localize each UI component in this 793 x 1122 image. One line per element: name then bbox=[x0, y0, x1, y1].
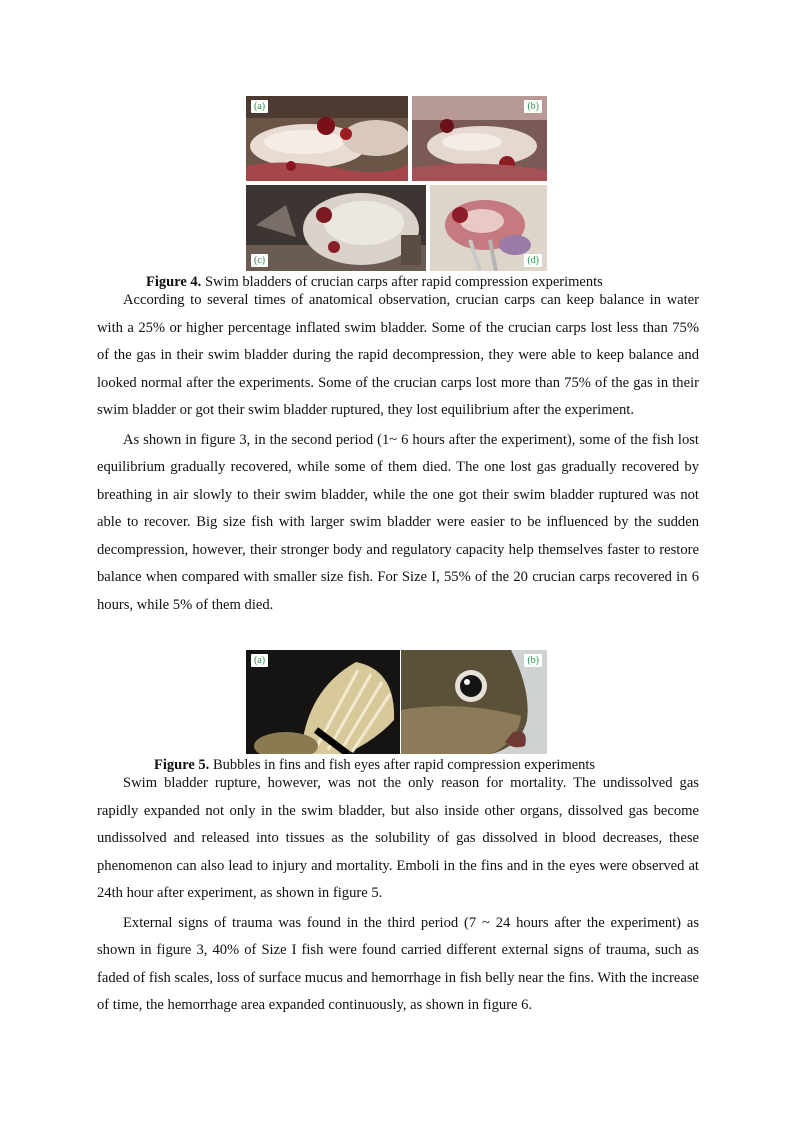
figure-5-caption-label: Figure 5. bbox=[154, 757, 210, 773]
panel-label-b: (b) bbox=[524, 100, 542, 113]
figure-4-panel-a bbox=[246, 96, 408, 181]
panel-label-d: (d) bbox=[524, 254, 542, 267]
body-text-block-1 bbox=[97, 287, 699, 619]
figure-5-panel-a bbox=[246, 650, 400, 754]
panel-label-a: (a) bbox=[251, 100, 268, 113]
figure-5-panel-b bbox=[401, 650, 547, 754]
swim-bladder-photo-c bbox=[246, 185, 426, 271]
figure-4-caption-text: Swim bladders of crucian carps after rapid compression experiments bbox=[201, 274, 603, 290]
figure-4-caption-label: Figure 4. bbox=[146, 274, 202, 290]
fin-bubbles-photo bbox=[246, 650, 400, 754]
paragraph: As shown in figure 3, in the second period (1~ 6 hours after the experiment), some of the fish lost equilibrium gradually recovered, while some of them died. The one lost gas gradually recovered by breathing in air slowly to their swim bladder, while the one got their swim bladder ruptured was not able to recover. Big size fish with larger swim bladder were easier to be influenced by the sudden decompression, however, their stronger body and regulatory capacity help themselves faster to restore balance when compared with smaller size fish. For Size I, 55% of the 20 crucian carps recovered in 6 hours, while 5% of them died. bbox=[97, 431, 699, 613]
figure-4-panel-b bbox=[412, 96, 547, 181]
body-text-block-2 bbox=[97, 770, 699, 1020]
swim-bladder-photo-a bbox=[246, 96, 408, 181]
paragraph: According to several times of anatomical observation, crucian carps can keep balance in water with a 25% or higher percentage inflated swim bladder. Some of the crucian carps lost less than 75% of the gas in their swim bladder during the rapid decompression, they were able to keep balance and looked normal after the experiments. Some of the crucian carps lost more than 75% of the gas in their swim bladder or got their swim bladder ruptured, they lost equilibrium after the experiment. bbox=[97, 292, 699, 418]
figure-4-panel-c bbox=[246, 185, 426, 271]
panel-label-a: (a) bbox=[251, 654, 268, 667]
paragraph: External signs of trauma was found in the third period (7 ~ 24 hours after the experiment) as shown in figure 3, 40% of Size I fish were found carried different external signs of trauma, such as faded of fish scales, loss of surface mucus and hemorrhage in fish belly near the fins. With the increase of time, the hemorrhage area expanded continuously, as shown in figure 6. bbox=[97, 914, 699, 1013]
panel-label-c: (c) bbox=[251, 254, 268, 267]
figure-5-caption-text: Bubbles in fins and fish eyes after rapid compression experiments bbox=[209, 757, 596, 773]
paragraph: Swim bladder rupture, however, was not the only reason for mortality. The undissolved gas rapidly expanded not only in the swim bladder, but also inside other organs, dissolved gas become undissolved and released into tissues as the solubility of gas dissolved in blood decreases, these phenomenon can also lead to injury and mortality. Emboli in the fins and in the eyes were observed at 24th hour after experiment, as shown in figure 5. bbox=[97, 775, 699, 901]
figure-4-panel-d bbox=[430, 185, 547, 271]
panel-label-b: (b) bbox=[524, 654, 542, 667]
